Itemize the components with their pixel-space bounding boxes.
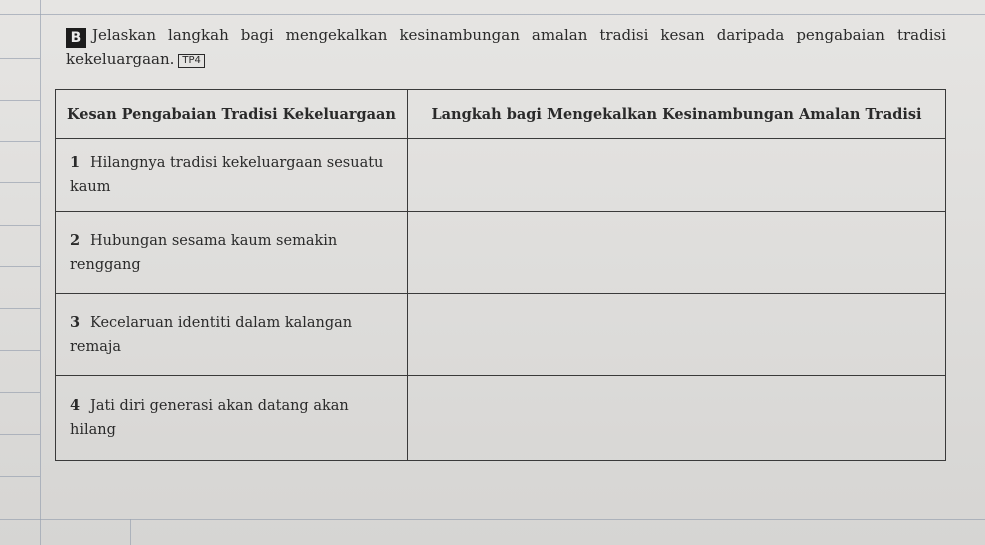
table-header-row	[56, 90, 946, 139]
level-tag: TP4	[178, 54, 205, 68]
issue-text: Jati diri generasi akan datang akan hilang	[70, 398, 349, 438]
notebook-rule	[0, 14, 40, 15]
notebook-rule	[0, 100, 40, 101]
row-number: 4	[70, 397, 81, 414]
issue-cell	[56, 139, 408, 212]
answer-cell[interactable]	[408, 294, 946, 376]
question-instruction	[66, 24, 946, 70]
table-row	[56, 294, 946, 376]
answer-table	[55, 89, 946, 461]
issue-cell	[56, 376, 408, 461]
table-row	[56, 212, 946, 294]
issue-text: Kecelaruan identiti dalam kalangan remaja	[70, 314, 353, 355]
notebook-margin-line	[130, 519, 131, 545]
question-letter-badge: B	[66, 28, 86, 48]
answer-cell[interactable]	[408, 212, 946, 294]
answer-cell[interactable]	[408, 376, 946, 461]
column-header-steps: Langkah bagi Mengekalkan Kesinambungan Amalan Tradisi	[408, 90, 946, 139]
notebook-rule	[0, 225, 40, 226]
notebook-rule	[0, 308, 40, 309]
issue-text: Hilangnya tradisi kekeluargaan sesuatu kaum	[70, 155, 384, 195]
notebook-rule	[0, 58, 40, 59]
notebook-rule	[0, 434, 40, 435]
notebook-rule	[0, 519, 985, 520]
notebook-margin-line	[40, 0, 41, 545]
notebook-rule	[40, 14, 985, 15]
issue-cell	[56, 294, 408, 376]
question-text: Jelaskan langkah bagi mengekalkan kesinambungan amalan tradisi kesan daripada pengabaian tradisi kekeluargaan.	[66, 26, 946, 68]
row-number: 1	[70, 154, 81, 171]
column-header-effect: Kesan Pengabaian Tradisi Kekeluargaan	[56, 90, 408, 139]
table-row	[56, 376, 946, 461]
answer-cell[interactable]	[408, 139, 946, 212]
issue-cell	[56, 212, 408, 294]
notebook-rule	[0, 266, 40, 267]
table-row	[56, 139, 946, 212]
notebook-rule	[0, 392, 40, 393]
notebook-rule	[0, 182, 40, 183]
row-number: 2	[70, 231, 81, 249]
notebook-rule	[0, 141, 40, 142]
notebook-rule	[0, 476, 40, 477]
issue-text: Hubungan sesama kaum semakin renggang	[70, 232, 338, 273]
notebook-rule	[0, 350, 40, 351]
row-number: 3	[70, 313, 81, 331]
